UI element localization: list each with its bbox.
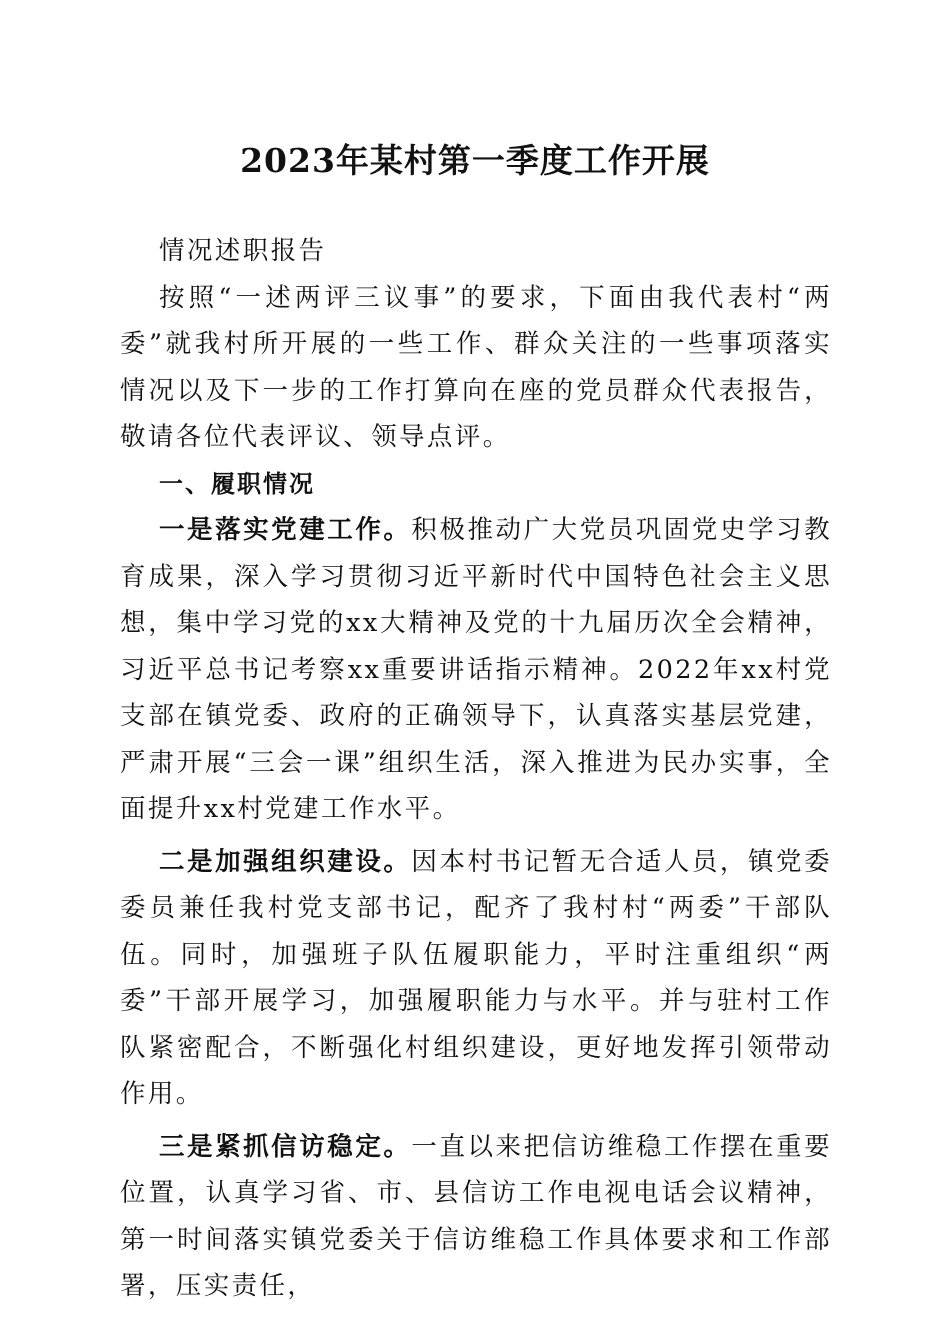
paragraph-text: 积极推动广大党员巩固党史学习教育成果，深入学习贯彻习近平新时代中国特色社会主义思想，集中学习党的xx大精神及党的十九届历次全会精神，习近平总书记考察xx重要讲话指示精神。2022年xx村党支部在镇党委、政府的正确领导下，认真落实基层党建，严肃开展“三会一课”组织生活，深入推进为民办实事，全面提升xx村党建工作水平。 — [120, 515, 832, 824]
paragraph-lead: 一是落实党建工作。 — [159, 515, 412, 545]
section-heading: 一、履职情况 — [159, 469, 315, 498]
intro-paragraph: 按照“一述两评三议事”的要求，下面由我代表村“两委”就我村所开展的一些工作、群众关注的一些事项落实情况以及下一步的工作打算向在座的党员群众代表报告，敬请各位代表评议、领导点评。 — [120, 282, 832, 452]
paragraph-lead: 二是加强组织建设。 — [159, 846, 412, 877]
paragraph-text: 因本村书记暂无合适人员，镇党委委员兼任我村党支部书记，配齐了我村村“两委”干部队伍。同时，加强班子队伍履职能力，平时注重组织“两委”干部开展学习，加强履职能力与水平。并与驻村工作队紧密配合，不断强化村组织建设，更好地发挥引领带动作用。 — [120, 846, 832, 1109]
paragraph-text: 一直以来把信访维稳工作摆在重要位置，认真学习省、市、县信访工作电视电话会议精神，第一时间落实镇党委关于信访维稳工作具体要求和工作部署，压实责任， — [120, 1131, 832, 1301]
document-body — [120, 228, 832, 1310]
document-title: 2023年某村第一季度工作开展 — [240, 141, 710, 180]
paragraph-organization — [120, 839, 832, 1118]
subtitle-line: 情况述职报告 — [159, 236, 327, 266]
paragraph-petition-stability — [120, 1124, 832, 1310]
paragraph-party-building — [120, 507, 832, 833]
paragraph-lead: 三是紧抓信访稳定。 — [159, 1131, 412, 1162]
